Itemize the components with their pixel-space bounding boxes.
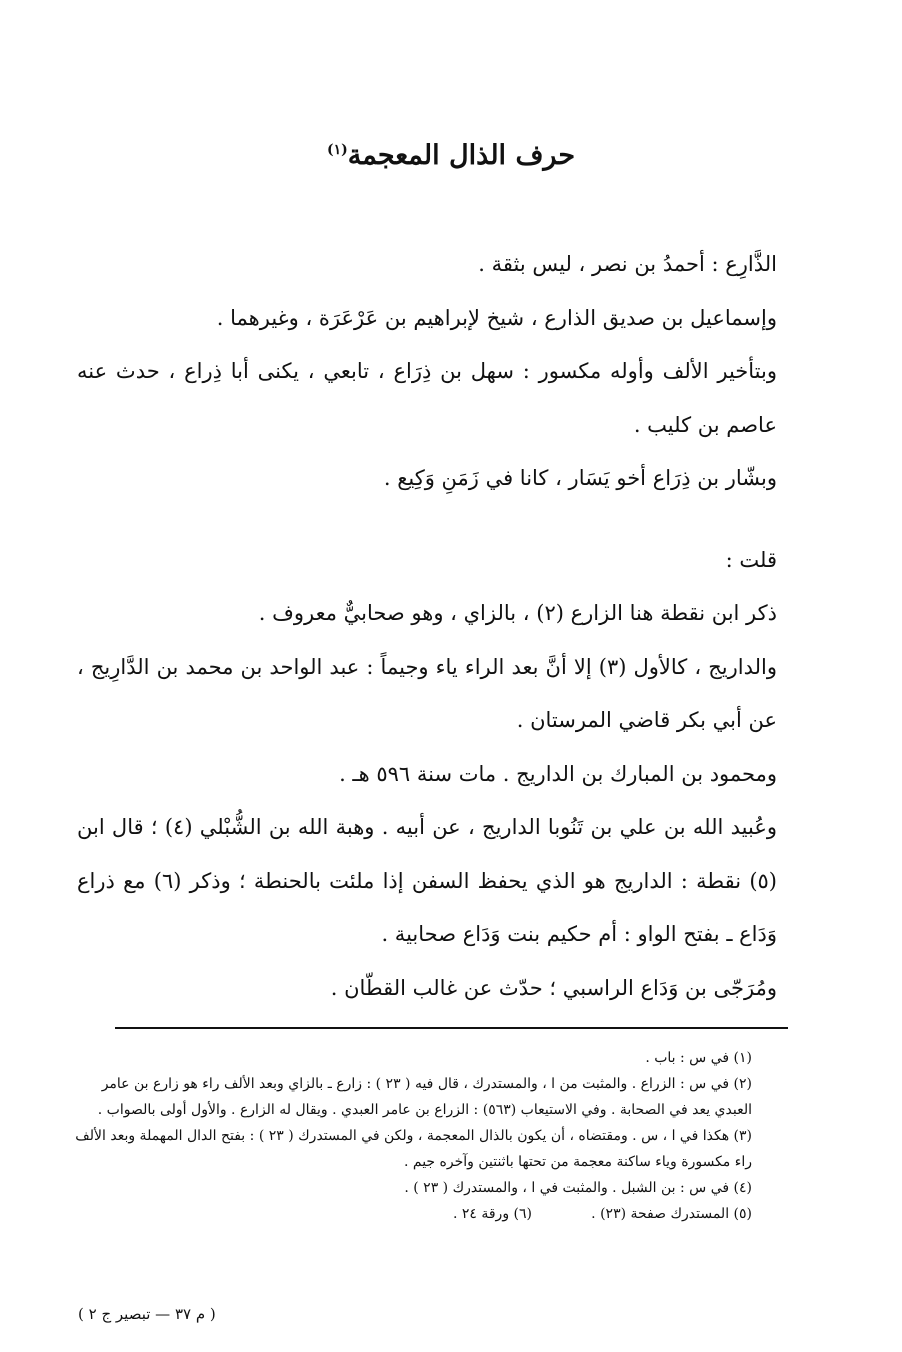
- entry-paragraph: ومحمود بن المبارك بن الداريج . مات سنة ٥٩٦ هـ .: [339, 761, 777, 786]
- footnote: (٢) في س : الزراع . والمثبت من ا ، والمستدرك ، قال فيه ( ٢٣ ) : زارع ـ بالزاي وبعد الألف راء هو زارع بن عامر العبدي يعد في الصحابة . وفي الاستيعاب (٥٦٣) : الزراع بن عامر العبدي . ويقال له الزارع . والأول أولى بالصواب .: [97, 1076, 752, 1118]
- qultu-heading: قلت :: [725, 547, 777, 572]
- footnote-row: [62, 1201, 752, 1227]
- entry-paragraph: وبشّار بن ذِرَاع أخو يَسَار ، كانا في زَمَنِ وَكِيع .: [383, 466, 777, 490]
- title-note-marker: (١): [326, 142, 348, 158]
- footnote: (٦) ورقة ٢٤ .: [452, 1206, 532, 1222]
- paragraph-gap: [77, 506, 777, 534]
- entry-paragraph: وعُبيد الله بن علي بن تَنُوبا الداريج ، عن أبيه . وهبة الله بن الشُّبْلي (٤) ؛ قال ابن (٥) نقطة : الداريج هو الذي يحفظ السفن إذا ملئت بالحنطة ؛ وذكر (٦) مع ذراع وَدَاع ـ بفتح الواو : أم حكيم بنت وَدَاع صحابية .: [77, 815, 777, 946]
- signature-mark: ( م ٣٧ — تبصير ج ٢ ): [78, 1305, 216, 1323]
- entry-paragraph: وبتأخير الألف وأوله مكسور : سهل بن ذِرَاع ، تابعي ، يكنى أبا ذِراع ، حدث عنه عاصم بن كليب .: [77, 359, 777, 437]
- footnote: (٣) هكذا في ا ، س . ومقتضاه ، أن يكون بالذال المعجمة ، ولكن في المستدرك ( ٢٣ ) : بفتح الدال المهملة وبعد الألف راء مكسورة وياء ساكنة معجمة من تحتها باثنتين وآخره جيم .: [75, 1128, 752, 1170]
- footnote: (٤) في س : بن الشبل . والمثبت في ا ، والمستدرك ( ٢٣ ) .: [404, 1180, 752, 1196]
- main-text: [77, 238, 777, 1015]
- title-text: حرف الذال المعجمة: [347, 140, 576, 171]
- entry-paragraph: ذكر ابن نقطة هنا الزارع (٢) ، بالزاي ، وهو صحابيٌّ معروف .: [258, 601, 777, 625]
- footnote-divider: [115, 1027, 788, 1029]
- entry-paragraph: الذَّارِع : أحمدُ بن نصر ، ليس بثقة .: [478, 252, 777, 276]
- entry-paragraph: والداريج ، كالأول (٣) إلا أنَّ بعد الراء ياء وجيماً : عبد الواحد بن محمد بن الدَّارِيج ، عن أبي بكر قاضي المرستان .: [77, 654, 777, 732]
- footnote: (٥) المستدرك صفحة (٢٣) .: [591, 1206, 752, 1222]
- footnotes: [62, 1045, 752, 1227]
- footnote: (١) في س : باب .: [645, 1050, 752, 1066]
- entry-paragraph: ومُرَجّى بن وَدَاع الراسبي ؛ حدّث عن غالب القطّان .: [330, 975, 777, 1000]
- page-title: [0, 140, 902, 171]
- entry-paragraph: وإسماعيل بن صديق الذارع ، شيخ لإبراهيم بن عَرْعَرَة ، وغيرهما .: [216, 305, 777, 330]
